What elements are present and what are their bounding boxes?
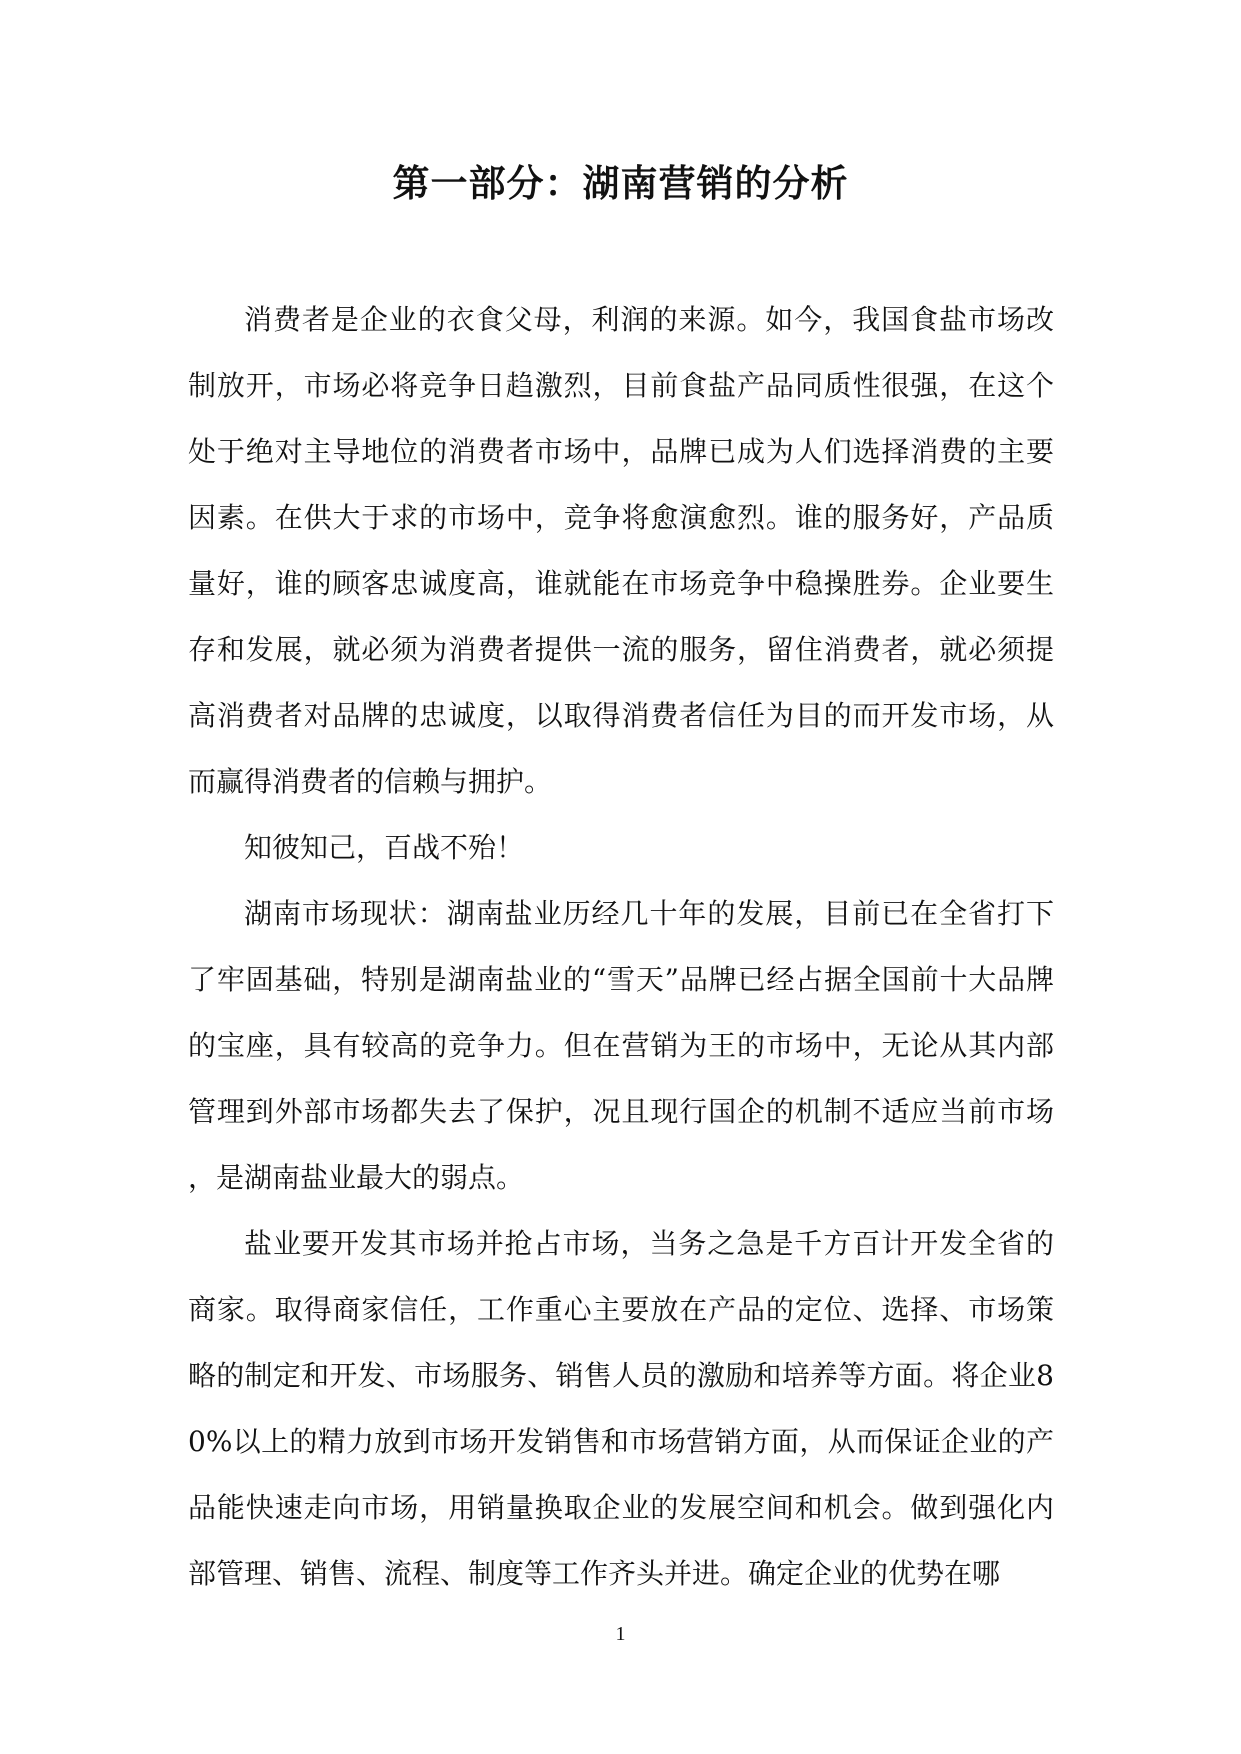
paragraph-proverb: 知彼知己，百战不殆！ (244, 831, 525, 864)
paragraph-market-development: 盐业要开发其市场并抢占市场，当务之急是千方百计开发全省的商家。取得商家信任，工作重心主要放在产品的定位、选择、市场策略的制定和开发、市场服务、销售人员的激励和培养等方面。将企业80%以上的精力放到市场开发销售和市场营销方面，从而保证企业的产品能快速走向市场，用销量换取企业的发展空间和机会。做到强化内部管理、销售、流程、制度等工作齐头并进。确定企业的优势在哪 (188, 1227, 1054, 1590)
document-body (188, 287, 1054, 1607)
page-number: 1 (615, 1623, 626, 1645)
page-title: 第一部分：湖南营销的分析 (392, 162, 849, 205)
paragraph-consumers: 消费者是企业的衣食父母，利润的来源。如今，我国食盐市场改制放开，市场必将竞争日趋激烈，目前食盐产品同质性很强，在这个处于绝对主导地位的消费者市场中，品牌已成为人们选择消费的主要因素。在供大于求的市场中，竞争将愈演愈烈。谁的服务好，产品质量好，谁的顾客忠诚度高，谁就能在市场竞争中稳操胜券。企业要生存和发展，就必须为消费者提供一流的服务，留住消费者，就必须提高消费者对品牌的忠诚度，以取得消费者信任为目的而开发市场，从而赢得消费者的信赖与拥护。 (188, 303, 1054, 798)
paragraph-hunan-market-status: 湖南市场现状：湖南盐业历经几十年的发展，目前已在全省打下了牢固基础，特别是湖南盐业的“雪天”品牌已经占据全国前十大品牌的宝座，具有较高的竞争力。但在营销为王的市场中，无论从其内部管理到外部市场都失去了保护，况且现行国企的机制不适应当前市场，是湖南盐业最大的弱点。 (188, 897, 1054, 1194)
